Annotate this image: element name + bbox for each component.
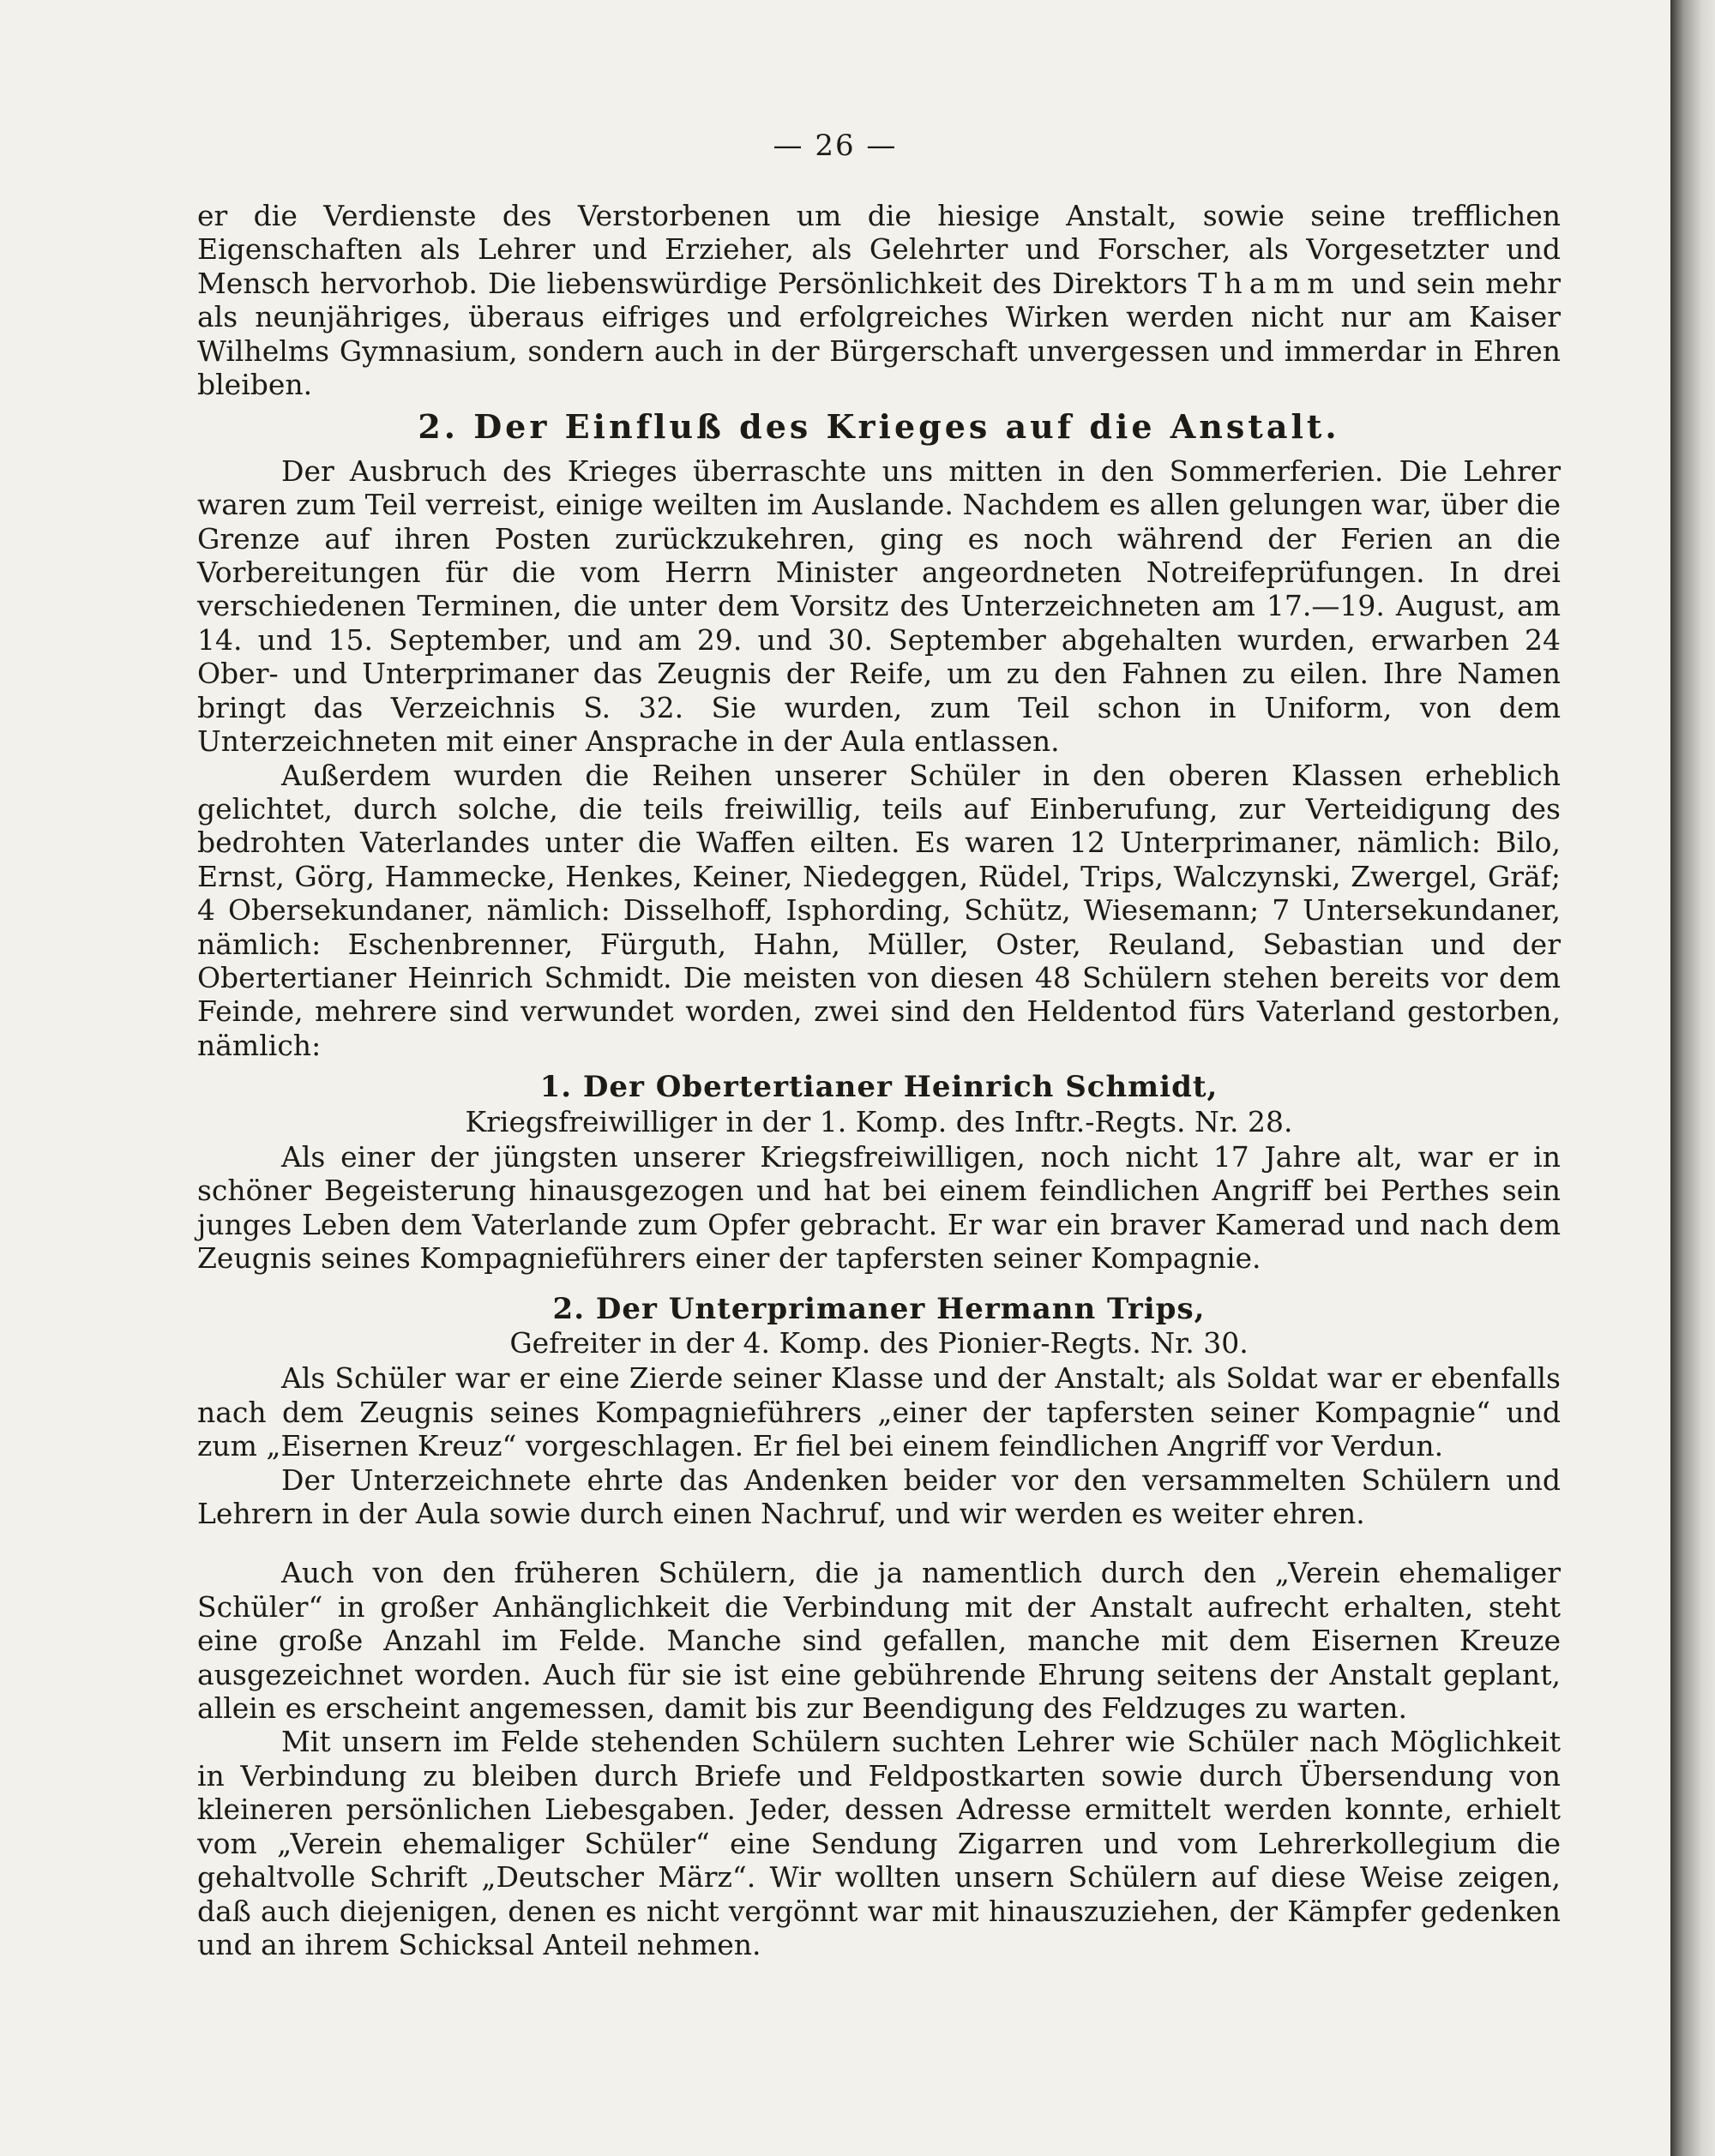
paragraph: Als einer der jüngsten unserer Kriegsfreiwilligen, noch nicht 17 Jahre alt, war er in schöner Begeisterung hinausgezogen und hat bei einem feindlichen Angriff bei Perthes sein junges Leben dem Vaterlande zum Opfer gebracht. Er war ein braver Kamerad und nach dem Zeugnis seines Kompagnieführers einer der tapfersten seiner Kompagnie. <box>197 1139 1561 1276</box>
body-text <box>197 199 1561 1961</box>
paragraph-text: und sein mehr als neunjähriges, überaus eifriges und erfolgreiches Wirken werden nicht nur am Kaiser Wilhelms Gymnasium, sondern auch in der Bürgerschaft unvergessen und immerdar in Ehren bleiben. <box>197 266 1561 402</box>
paragraph: Mit unsern im Felde stehenden Schülern suchten Lehrer wie Schüler nach Möglichkeit in Verbindung zu bleiben durch Briefe und Feldpostkarten sowie durch Übersendung von kleineren persönlichen Liebesgaben. Jeder, dessen Adresse ermittelt werden konnte, erhielt vom „Verein ehemaliger Schüler“ eine Sendung Zigarren und vom Lehrerkollegium die gehaltvolle Schrift „Deutscher März“. Wir wollten unsern Schülern auf diese Weise zeigen, daß auch diejenigen, denen es nicht vergönnt war mit hinauszuziehen, der Kämpfer gedenken und an ihrem Schicksal Anteil nehmen. <box>197 1725 1561 1961</box>
paragraph: Außerdem wurden die Reihen unserer Schüler in den oberen Klassen erheblich gelichtet, durch solche, die teils freiwillig, teils auf Einberufung, zur Verteidigung des bedrohten Vaterlandes unter die Waffen eilten. Es waren 12 Unterprimaner, nämlich: Bilo, Ernst, Görg, Hammecke, Henkes, Keiner, Niedeggen, Rüdel, Trips, Walczynski, Zwergel, Gräf; 4 Obersekundaner, nämlich: Disselhoff, Isphording, Schütz, Wiesemann; 7 Untersekundaner, nämlich: Eschenbrenner, Fürguth, Hahn, Müller, Oster, Reuland, Sebastian und der Obertertianer Heinrich Schmidt. Die meisten von diesen 48 Schülern stehen bereits vor dem Feinde, mehrere sind verwundet worden, zwei sind den Heldentod fürs Vaterland gestorben, nämlich: <box>197 758 1561 1062</box>
paragraph: Als Schüler war er eine Zierde seiner Klasse und der Anstalt; als Soldat war er ebenfalls nach dem Zeugnis seines Kompagnieführers „einer der tapfersten seiner Kompagnie“ und zum „Eisernen Kreuz“ vorgeschlagen. Er fiel bei einem feindlichen Angriff vor Verdun. <box>197 1361 1561 1463</box>
fallen-student-unit: Kriegsfreiwilliger in der 1. Komp. des Inftr.-Regts. Nr. 28. <box>465 1104 1293 1138</box>
paragraph: Auch von den früheren Schülern, die ja namentlich durch den „Verein ehemaliger Schüler“ in großer Anhänglichkeit die Verbindung mit der Anstalt aufrecht erhalten, steht eine große Anzahl im Felde. Manche sind gefallen, manche mit dem Eisernen Kreuze ausgezeichnet worden. Auch für sie ist eine gebührende Ehrung seitens der Anstalt geplant, allein es erscheint angemessen, damit bis zur Beendigung des Feldzuges zu warten. <box>197 1556 1561 1726</box>
fallen-student-heading: 1. Der Obertertianer Heinrich Schmidt, <box>539 1070 1219 1105</box>
section-heading: 2. Der Einfluß des Krieges auf die Anstalt. <box>418 407 1340 447</box>
paragraph: Der Unterzeichnete ehrte das Andenken beider vor den versammelten Schülern und Lehrern in der Aula sowie durch einen Nachruf, und wir werden es weiter ehren. <box>197 1462 1561 1531</box>
director-name: Thamm <box>1198 266 1341 300</box>
fallen-student-unit: Gefreiter in der 4. Komp. des Pionier-Regts. Nr. 30. <box>509 1326 1249 1360</box>
page-edge-shadow <box>1670 0 1715 2156</box>
page-number: — 26 — <box>773 129 898 163</box>
fallen-student-heading: 2. Der Unterprimaner Hermann Trips, <box>552 1291 1206 1326</box>
paragraph: Der Ausbruch des Krieges überraschte uns mitten in den Sommerferien. Die Lehrer waren zum Teil verreist, einige weilten im Auslande. Nachdem es allen gelungen war, über die Grenze auf ihren Posten zurückzukehren, ging es noch während der Ferien an die Vorbereitungen für die vom Herrn Minister angeordneten Notreifeprüfungen. In drei verschiedenen Terminen, die unter dem Vorsitz des Unterzeichneten am 17.—19. August, am 14. und 15. September, und am 29. und 30. September abgehalten wurden, erwarben 24 Ober- und Unterprimaner das Zeugnis der Reife, um zu den Fahnen zu eilen. Ihre Namen bringt das Verzeichnis S. 32. Sie wurden, zum Teil schon in Uniform, von dem Unterzeichneten mit einer Ansprache in der Aula entlassen. <box>197 453 1561 759</box>
paragraph-text: er die Verdienste des Verstorbenen um die hiesige Anstalt, sowie seine trefflichen Eigenschaften als Lehrer und Erzieher, als Gelehrter und Forscher, als Vorgesetzter und Mensch hervorhob. Die liebenswürdige Persönlichkeit des Direktors <box>197 199 1561 300</box>
paragraph <box>197 199 1561 401</box>
